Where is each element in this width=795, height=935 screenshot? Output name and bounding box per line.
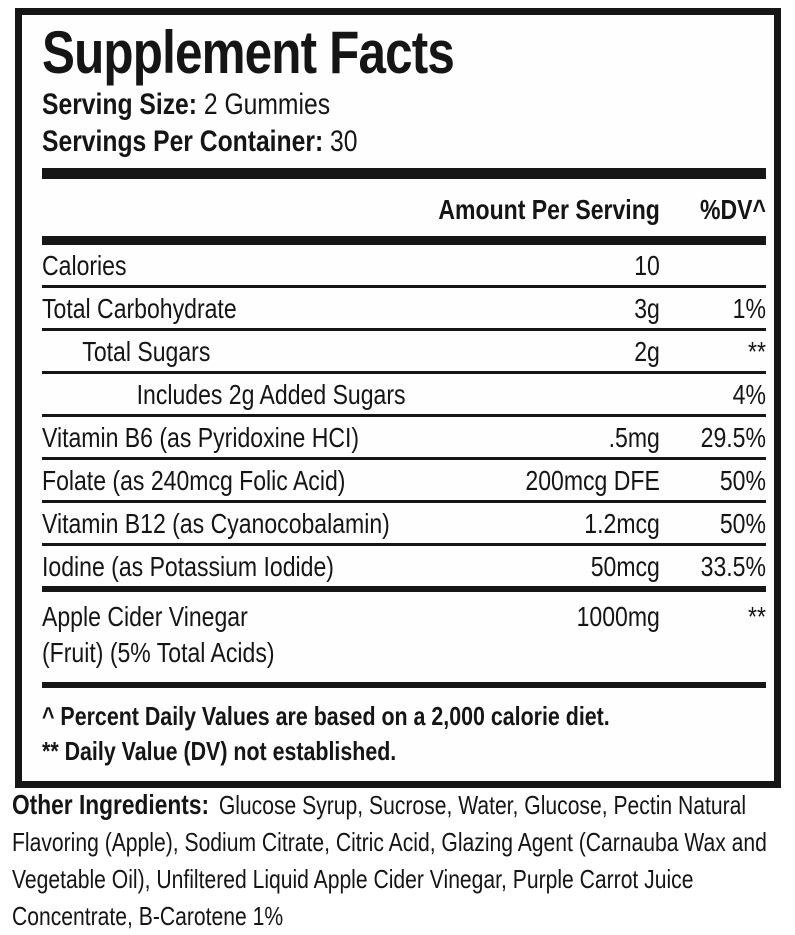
row-name: Apple Cider Vinegar (Fruit) (5% Total Acids) <box>42 599 577 671</box>
divider-thick-top <box>42 168 766 179</box>
table-row <box>42 503 766 546</box>
row-amount: 1.2mcg <box>584 508 660 539</box>
facts-content <box>42 21 766 769</box>
table-row <box>42 374 766 417</box>
row-amount: 200mcg DFE <box>525 465 660 496</box>
row-name: Calories <box>42 250 127 281</box>
row-dv: 50% <box>719 465 766 496</box>
nutrient-table <box>42 245 766 677</box>
other-ingredients-text: Glucose Syrup, Sucrose, Water, Glucose, Pectin Natural Flavoring (Apple), Sodium Citrate, Citric Acid, Glazing Agent (Carnauba Wax and Vegetable Oil), Unfiltered Liquid Apple Cider Vinegar, Purple Carrot Juice Concentrate, B-Carotene 1% <box>12 790 767 931</box>
table-row <box>42 331 766 374</box>
table-header-row <box>42 179 766 236</box>
serving-size-label: Serving Size: <box>42 88 198 121</box>
servings-per-container-label: Servings Per Container: <box>42 125 324 158</box>
table-row <box>42 586 766 677</box>
table-row <box>42 288 766 331</box>
row-name: Includes 2g Added Sugars <box>136 379 406 410</box>
row-dv: 1% <box>732 293 766 324</box>
serving-size-line <box>42 87 766 122</box>
table-row <box>42 245 766 288</box>
row-name: Total Sugars <box>82 336 211 367</box>
row-name-line2: (Fruit) (5% Total Acids) <box>42 637 275 668</box>
row-amount: 10 <box>634 250 660 281</box>
footnote-line: ^ Percent Daily Values are based on a 2,000 calorie diet. <box>42 701 610 731</box>
column-header-dv: %DV^ <box>700 194 766 225</box>
serving-size-value: 2 Gummies <box>203 88 331 121</box>
row-dv: 50% <box>719 508 766 539</box>
servings-per-container-line <box>42 124 766 159</box>
row-amount: 1000mg <box>576 601 660 632</box>
row-name: Iodine (as Potassium Iodide) <box>42 551 334 582</box>
panel-title: Supplement Facts <box>42 19 454 86</box>
table-row <box>42 460 766 503</box>
row-dv: 4% <box>732 379 766 410</box>
row-name: Vitamin B6 (as Pyridoxine HCI) <box>42 422 360 453</box>
footnotes <box>42 688 766 769</box>
footnote-line: ** Daily Value (DV) not established. <box>42 736 397 766</box>
row-dv: ** <box>748 601 766 632</box>
other-ingredients-label: Other Ingredients: <box>12 789 210 820</box>
column-header-amount: Amount Per Serving <box>438 194 660 225</box>
supplement-facts-panel <box>15 8 781 788</box>
row-amount: .5mg <box>608 422 660 453</box>
table-row <box>42 546 766 586</box>
other-ingredients-paragraph <box>12 786 775 935</box>
row-dv: ** <box>748 336 766 367</box>
row-dv: 29.5% <box>700 422 766 453</box>
row-amount: 2g <box>634 336 660 367</box>
servings-per-container-value: 30 <box>330 125 358 158</box>
row-name: Total Carbohydrate <box>42 293 237 324</box>
row-amount: 3g <box>634 293 660 324</box>
divider-below-header <box>42 236 766 245</box>
row-name: Folate (as 240mcg Folic Acid) <box>42 465 346 496</box>
table-row <box>42 417 766 460</box>
row-name: Vitamin B12 (as Cyanocobalamin) <box>42 508 390 539</box>
row-amount: 50mcg <box>590 551 660 582</box>
row-dv: 33.5% <box>700 551 766 582</box>
